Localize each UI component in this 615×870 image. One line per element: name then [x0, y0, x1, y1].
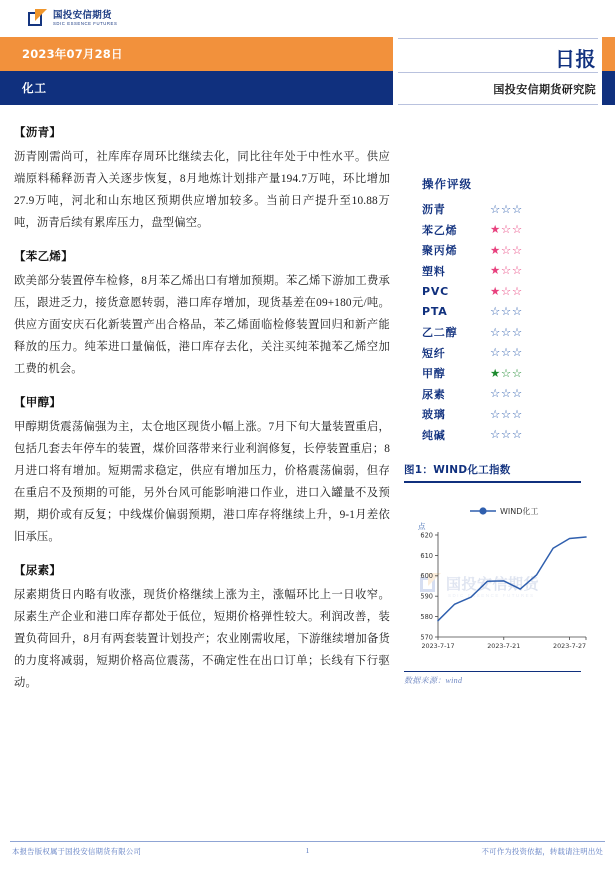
rating-product-name: 沥青 — [422, 203, 446, 217]
star-empty-icon: ☆ — [500, 345, 512, 359]
star-empty-icon: ☆ — [500, 222, 512, 236]
star-empty-icon: ☆ — [500, 427, 512, 441]
footer-disclaimer: 不可作为投资依据，转载请注明出处 — [481, 847, 603, 856]
rating-stars — [490, 388, 523, 400]
rating-row — [422, 220, 604, 241]
rating-stars — [490, 406, 523, 421]
star-empty-icon: ☆ — [511, 263, 523, 277]
star-empty-icon: ☆ — [490, 304, 501, 318]
section-body: 欧美部分装置停车检修，8月苯乙烯出口有增加预期。苯乙烯下游加工费承压，跟进乏力，接货意愿转弱，港口库存增加，现货基差在09+180元/吨。供应方面安庆石化新装置产出合格品，苯乙烯面临检修装置回归和新产能释放的压力。纯苯进口量偏低，港口库存去化，关注买纯苯抛苯乙烯空加工费的机会。 — [14, 275, 390, 376]
star-empty-icon: ☆ — [511, 242, 523, 257]
section-title: 【苯乙烯】 — [14, 251, 73, 264]
legend-label: WIND化工 — [500, 506, 539, 516]
rating-row — [422, 322, 604, 343]
star-empty-icon: ☆ — [490, 345, 501, 359]
star-empty-icon: ☆ — [500, 201, 512, 216]
rating-product-name: 乙二醇 — [422, 326, 458, 340]
rating-stars — [490, 365, 523, 380]
rating-row — [422, 363, 604, 384]
header-rule-top — [398, 38, 598, 39]
rating-stars — [490, 265, 523, 277]
rating-stars — [490, 306, 523, 318]
rating-stars — [490, 324, 523, 339]
rating-stars — [490, 347, 523, 359]
rating-product-name: PVC — [422, 284, 450, 298]
rating-product-name: PTA — [422, 305, 448, 319]
operation-rating-panel — [404, 176, 604, 445]
star-filled-icon: ★ — [490, 242, 501, 257]
star-empty-icon: ☆ — [511, 222, 523, 236]
star-empty-icon: ☆ — [500, 304, 512, 318]
star-empty-icon: ☆ — [511, 283, 523, 298]
chart-title: 图1：WIND化工指数 — [404, 464, 511, 476]
rating-row — [422, 261, 604, 282]
y-axis-tick-label: 570 — [420, 632, 433, 641]
research-institute-name: 国投安信期货研究院 — [493, 83, 596, 96]
rating-row — [422, 384, 604, 405]
star-empty-icon: ☆ — [490, 324, 501, 339]
star-empty-icon: ☆ — [511, 427, 523, 441]
footer-copyright: 本报告版权属于国投安信期货有限公司 — [12, 847, 142, 856]
y-axis-tick-label: 580 — [420, 612, 433, 621]
x-axis-tick-label: 2023-7-27 — [553, 641, 587, 650]
y-axis-unit-label: 点 — [418, 521, 426, 531]
header-right-panel — [394, 37, 602, 105]
star-empty-icon: ☆ — [511, 386, 523, 400]
y-axis-tick-label: 590 — [420, 592, 433, 601]
logo-name-cn: 国投安信期货 — [53, 10, 112, 22]
chart-series-line — [438, 537, 586, 621]
section-title: 【沥青】 — [14, 127, 62, 139]
section-bitumen — [14, 124, 390, 234]
section-urea — [14, 562, 390, 694]
rating-row — [422, 281, 604, 302]
report-sector: 化工 — [22, 81, 47, 95]
report-header — [0, 37, 615, 105]
rating-row — [422, 240, 604, 261]
sector-bar — [0, 71, 393, 105]
star-filled-icon: ★ — [490, 263, 501, 277]
rating-row — [422, 199, 604, 220]
star-empty-icon: ☆ — [511, 201, 523, 216]
rating-product-name: 尿素 — [422, 387, 446, 401]
footer-page-number: 1 — [305, 846, 310, 855]
article-column — [14, 124, 390, 708]
rating-product-name: 短纤 — [422, 346, 446, 360]
section-body: 甲醇期货震荡偏强为主，太仓地区现货小幅上涨。7月下旬大量装置重启，包括几套去年停车的装置，煤价回落带来行业利润修复，长停装置重启；8月进口将有增加。短期需求稳定，供应有增加压力，价格震荡偏弱，但存在重启不及预期的可能，另外台风可能影响港口作业，进口入罐量不及预期，期价或有反复；中线煤价偏弱预期，港口库存将继续上升，9-1月差依旧承压。 — [14, 421, 390, 544]
star-filled-icon: ★ — [490, 365, 501, 380]
star-empty-icon: ☆ — [490, 386, 501, 400]
star-empty-icon: ☆ — [511, 345, 523, 359]
legend-marker-icon — [479, 507, 486, 514]
report-type-title: 日报 — [555, 47, 596, 71]
y-axis-tick-label: 620 — [420, 530, 433, 539]
header-rule-bottom — [398, 104, 598, 105]
rating-product-name: 玻璃 — [422, 408, 446, 422]
y-axis-tick-label: 600 — [420, 571, 433, 580]
star-empty-icon: ☆ — [490, 201, 501, 216]
star-empty-icon: ☆ — [500, 365, 512, 380]
x-axis-tick-label: 2023-7-17 — [421, 641, 455, 650]
section-methanol — [14, 394, 390, 548]
section-title: 【甲醇】 — [14, 397, 62, 410]
star-empty-icon: ☆ — [500, 283, 512, 298]
rating-product-name: 苯乙烯 — [422, 223, 458, 237]
y-axis-tick-label: 610 — [420, 551, 433, 560]
rating-product-name: 塑料 — [422, 264, 446, 278]
chart-card — [404, 462, 600, 686]
star-empty-icon: ☆ — [500, 263, 512, 277]
star-empty-icon: ☆ — [500, 242, 512, 257]
watermark-text-cn: 国投安信期货 — [446, 575, 540, 594]
logo-text — [53, 11, 116, 26]
logo-name-en: SDIC ESSENCE FUTURES — [53, 21, 118, 27]
sector-bar-edge — [602, 71, 615, 105]
logo-mark-icon — [28, 9, 48, 29]
star-empty-icon: ☆ — [500, 324, 512, 339]
star-filled-icon: ★ — [490, 222, 501, 236]
rating-stars — [490, 201, 523, 216]
rating-row — [422, 343, 604, 364]
x-axis-tick-label: 2023-7-21 — [487, 641, 521, 650]
star-empty-icon: ☆ — [500, 406, 512, 421]
star-empty-icon: ☆ — [511, 365, 523, 380]
star-empty-icon: ☆ — [490, 427, 501, 441]
report-date: 2023年07月28日 — [22, 47, 123, 61]
rating-stars — [490, 224, 523, 236]
star-empty-icon: ☆ — [500, 386, 512, 400]
star-empty-icon: ☆ — [511, 304, 523, 318]
footer-divider — [10, 841, 605, 842]
section-body: 尿素期货日内略有收涨，现货价格继续上涨为主，涨幅环比上一日收窄。尿素生产企业和港口库存都处于低位，短期价格弹性较大。利润改善，装置负荷回升，8月有两套装置计划投产；农业刚需收尾，下游继续增加备货的力度将减弱，短期价格高位震荡，不确定性在出口订单；长线有下行驱动。 — [14, 589, 390, 690]
rating-row — [422, 425, 604, 446]
rating-row — [422, 404, 604, 425]
star-filled-icon: ★ — [490, 283, 501, 298]
rating-panel-title: 操作评级 — [422, 179, 472, 191]
section-styrene — [14, 248, 390, 380]
rating-list — [404, 199, 604, 445]
header-rule-middle — [398, 72, 598, 73]
section-body: 沥青刚需尚可，社库库存周环比继续去化，同比往年处于中性水平。供应端原料稀释沥青入关逐步恢复，8月地炼计划排产量194.7万吨，环比增加27.9万吨，河北和山东地区预期供应增加较多。当前日产提升至10.88万吨，沥青后续有累库压力，盘型偏空。 — [14, 151, 390, 230]
star-empty-icon: ☆ — [511, 324, 523, 339]
rating-row — [422, 302, 604, 323]
star-empty-icon: ☆ — [490, 406, 501, 421]
rating-stars — [490, 429, 523, 441]
date-bar-edge — [602, 37, 615, 71]
chart-plot-area — [404, 489, 594, 669]
rating-stars — [490, 283, 523, 298]
line-chart — [404, 489, 594, 669]
rating-product-name: 纯碱 — [422, 428, 446, 442]
chart-source-note: 数据来源：wind — [404, 671, 581, 686]
chart-divider-top — [404, 481, 581, 483]
rating-product-name: 甲醇 — [422, 367, 446, 381]
watermark-text-en: SDIC ESSENCE FUTURES — [448, 592, 535, 598]
company-logo — [28, 9, 116, 29]
rating-stars — [490, 242, 523, 257]
rating-product-name: 聚丙烯 — [422, 244, 458, 258]
section-title: 【尿素】 — [14, 565, 62, 578]
page-footer — [10, 841, 605, 860]
star-empty-icon: ☆ — [511, 406, 523, 421]
